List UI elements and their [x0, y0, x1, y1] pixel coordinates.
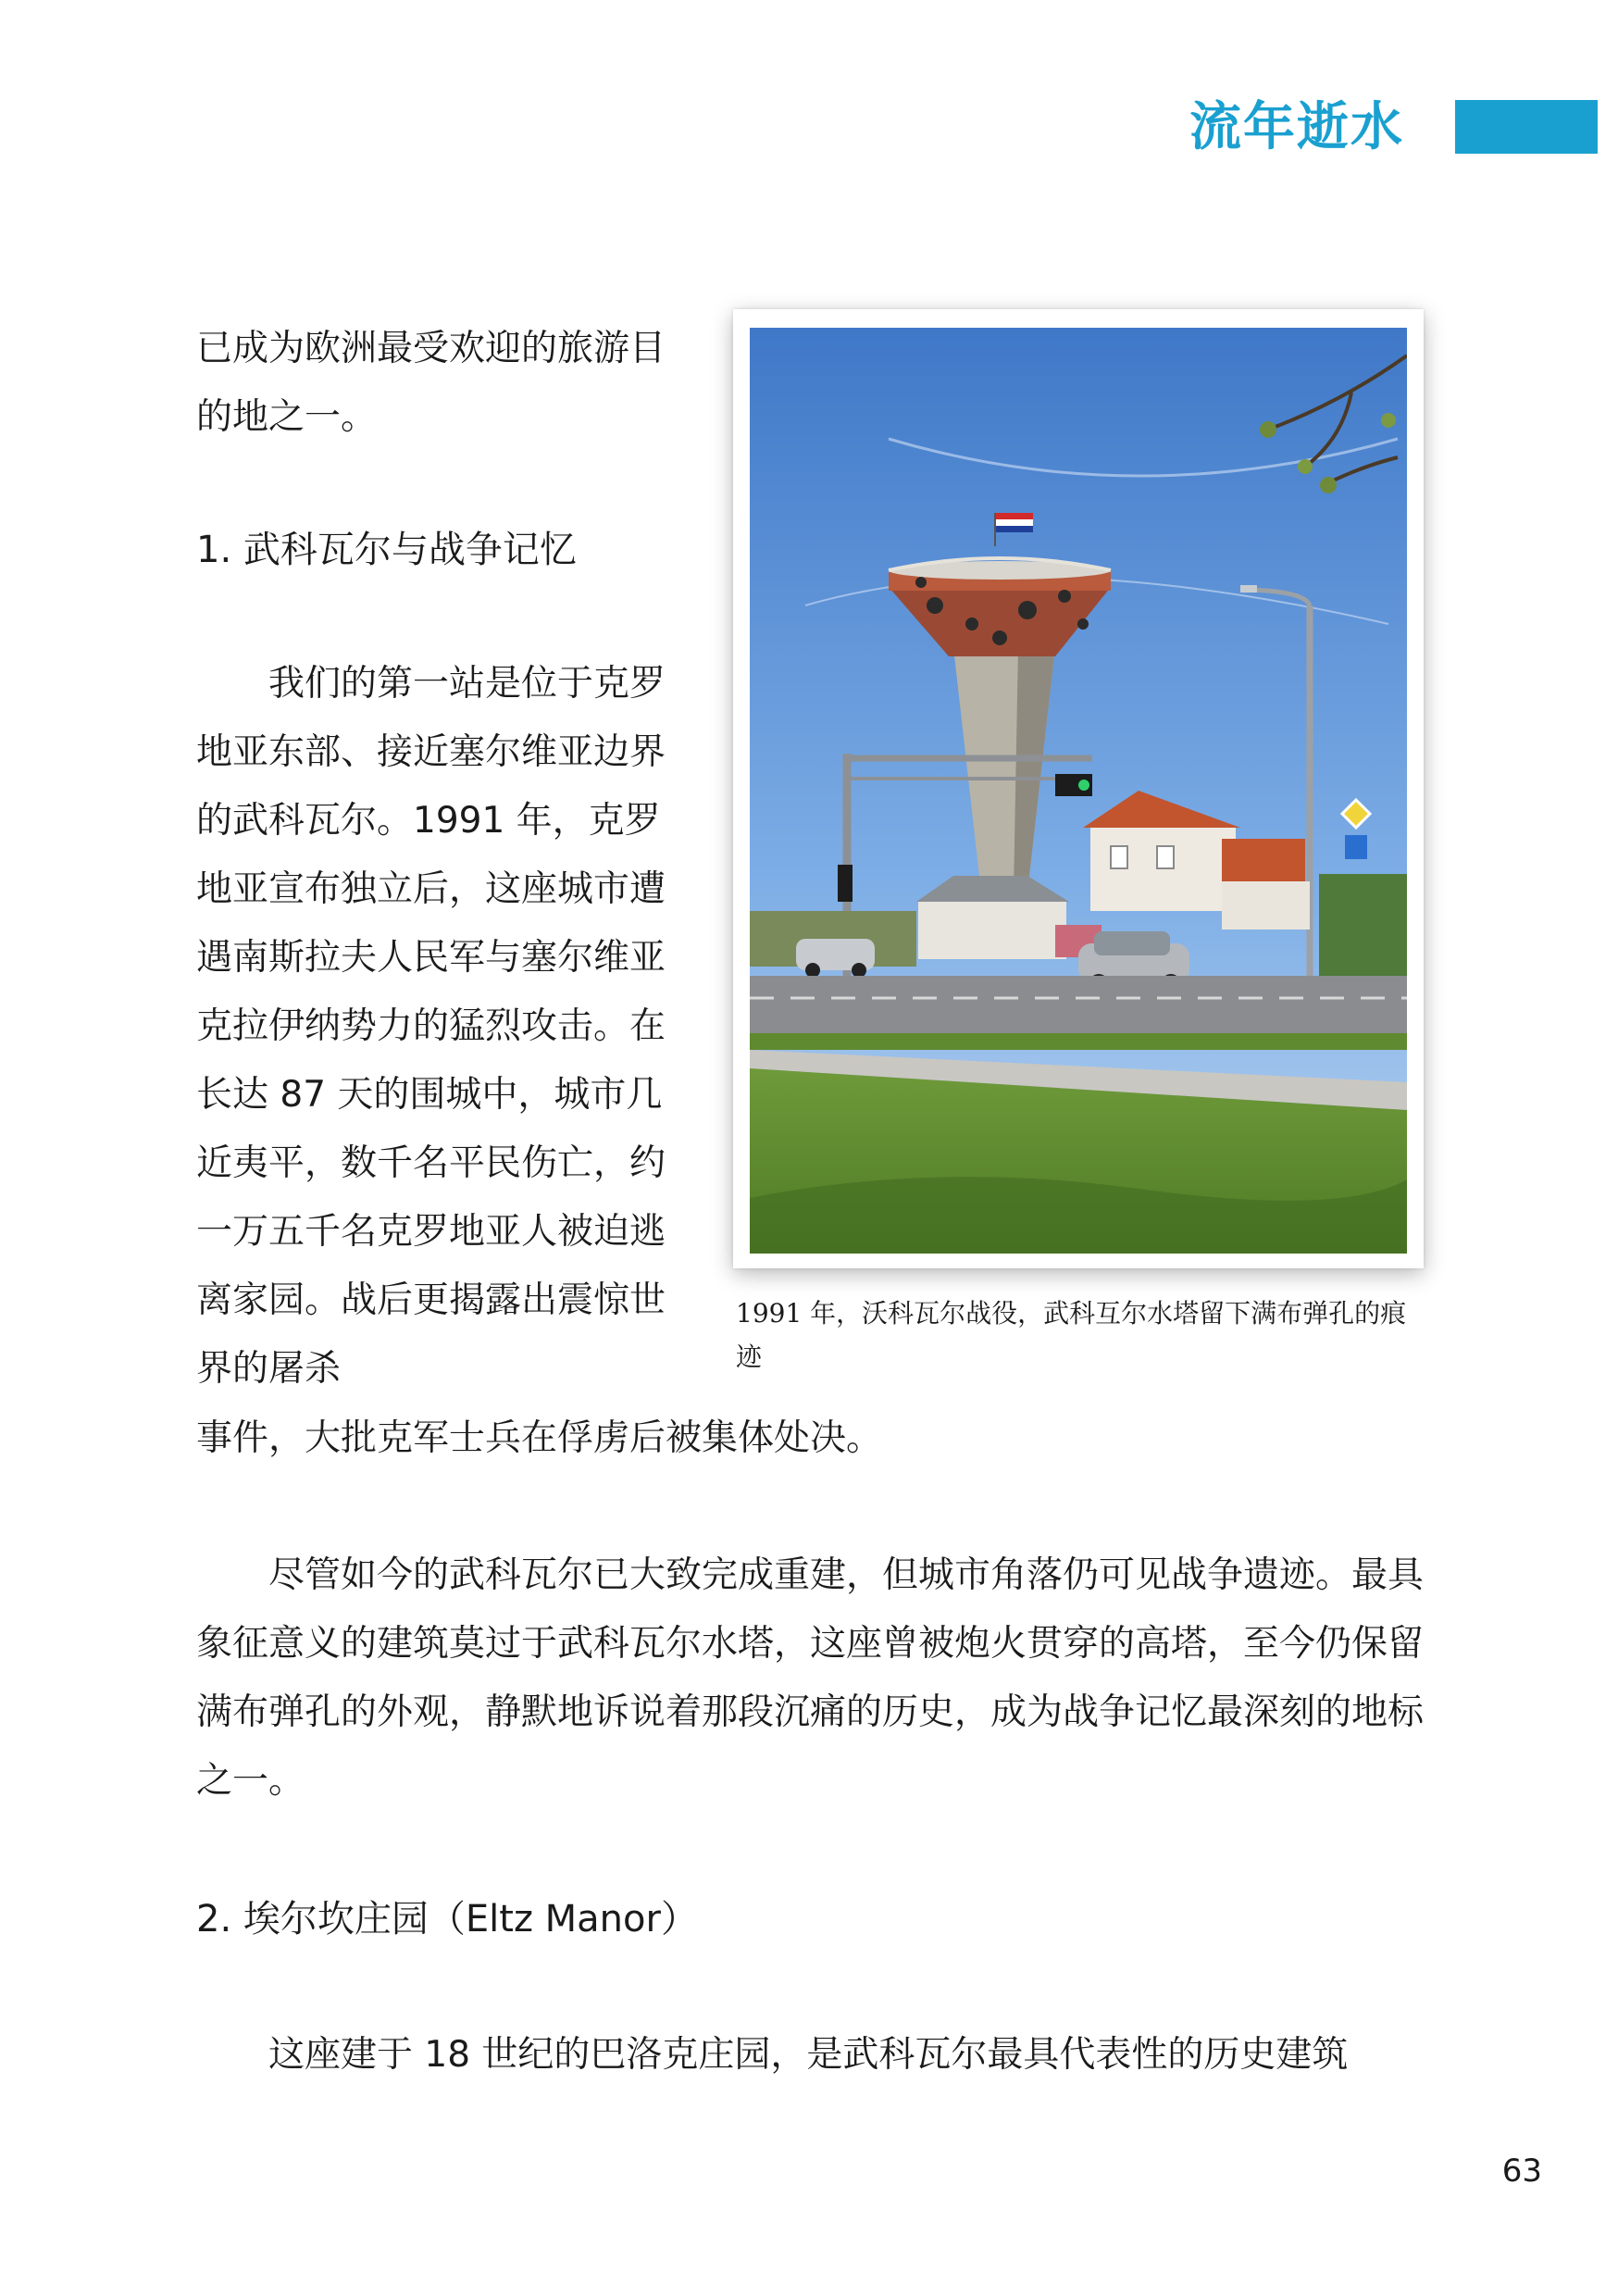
page-number: 63 — [1501, 2152, 1542, 2190]
photo-caption: 1991 年，沃科瓦尔战役，武科互尔水塔留下满布弹孔的痕迹 — [736, 1298, 1407, 1372]
running-header-title: 流年逝水 — [1189, 97, 1404, 157]
section-1-paragraph-1: 我们的第一站是位于克罗地亚东部、接近塞尔维亚边界的武科瓦尔。1991 年，克罗地亚宣布独立后，这座城市遭遇南斯拉夫人民军与塞尔维亚克拉伊纳势力的猛烈攻击。在长达 87 天的围城中，城市几近夷平，数千名平民伤亡，约一万五千名克罗地亚人被迫逃离家园。战后更揭露出震惊世界的屠杀 — [196, 663, 666, 1390]
photo-frame — [733, 309, 1424, 1268]
section-1-paragraph-2: 尽管如今的武科瓦尔已大致完成重建，但城市角落仍可见战争遗迹。最具象征意义的建筑莫过于武科瓦尔水塔，这座曾被炮火贯穿的高塔，至今仍保留满布弹孔的外观，静默地诉说着那段沉痛的历史，成为战争记忆最深刻的地标之一。 — [196, 1554, 1425, 1802]
section-1-paragraph-1-continued: 事件，大批克军士兵在俘虏后被集体处决。 — [196, 1417, 883, 1459]
section-2-paragraph-1: 这座建于 18 世纪的巴洛克庄园，是武科瓦尔最具代表性的历史建筑 — [268, 2034, 1349, 2076]
section-2-heading: 2. 埃尔坎庄园（Eltz Manor） — [196, 1898, 698, 1940]
vukovar-water-tower-photo — [750, 328, 1407, 1254]
intro-text: 已成为欧洲最受欢迎的旅游目的地之一。 — [196, 328, 666, 438]
section-1-heading: 1. 武科瓦尔与战争记忆 — [196, 529, 577, 571]
header-accent-bar — [1455, 100, 1598, 154]
